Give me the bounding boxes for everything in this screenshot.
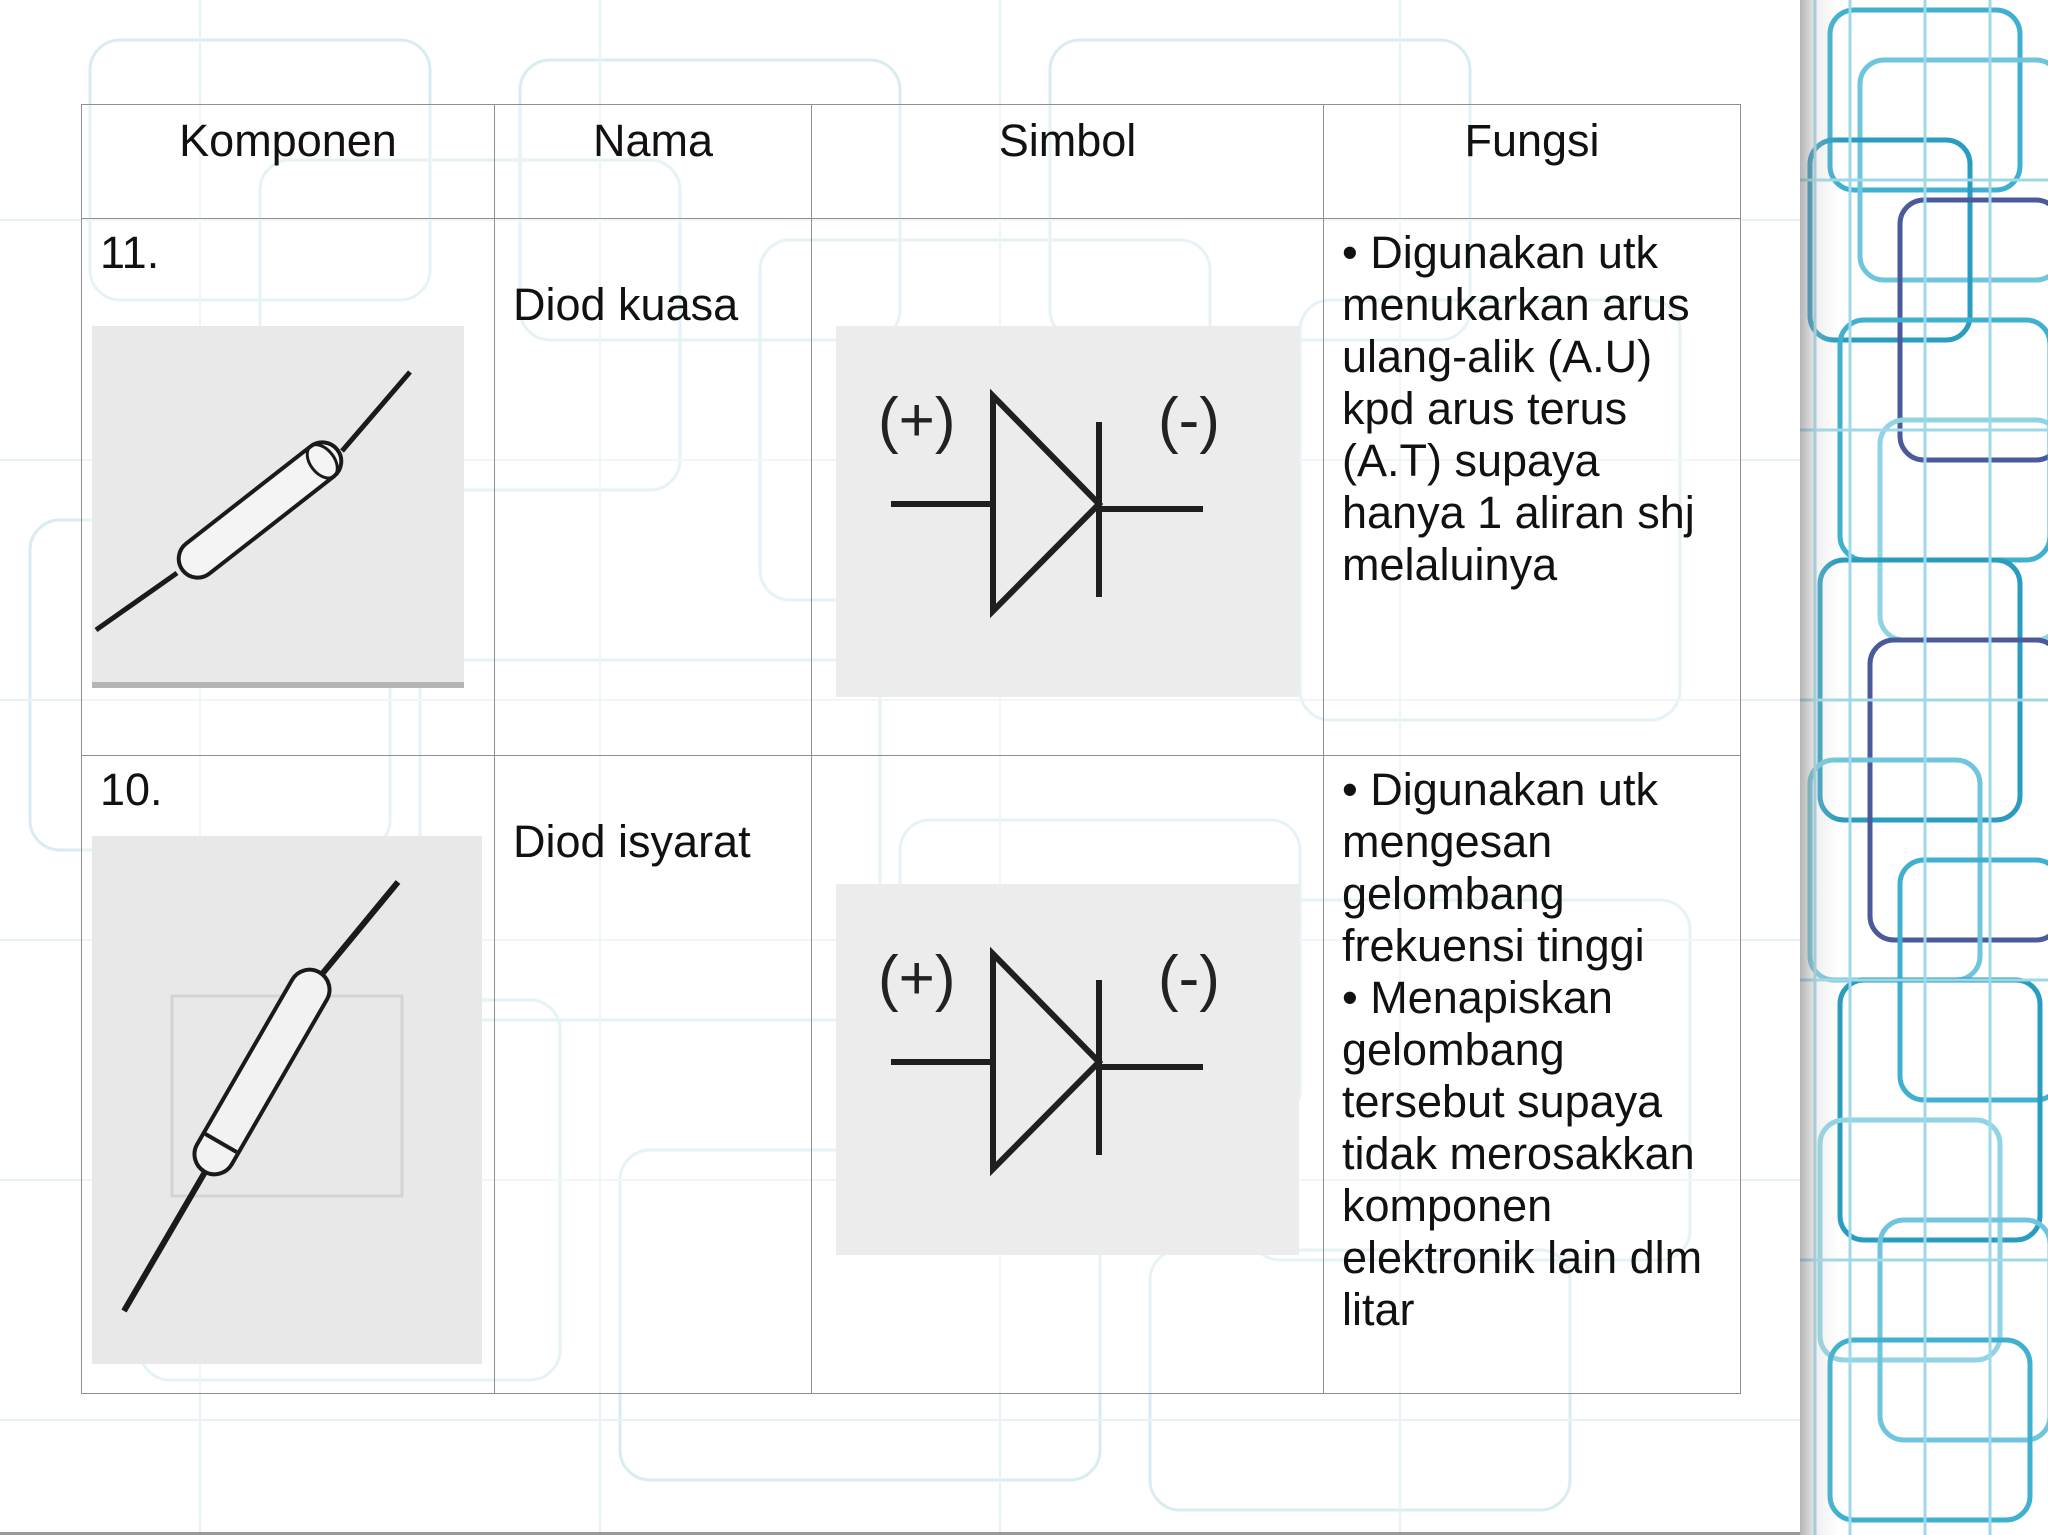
function-item: • Digunakan utk mengesan gelombang frekuensi tinggi xyxy=(1342,764,1658,971)
signal-diode-photo xyxy=(92,836,482,1364)
diode-symbol-icon xyxy=(836,326,1299,697)
header-row xyxy=(82,105,1741,219)
component-name: Diod kuasa xyxy=(513,279,739,330)
function-cell xyxy=(1324,219,1741,756)
component-number: 10. xyxy=(100,764,163,815)
symbol-cell xyxy=(812,219,1324,756)
name-cell xyxy=(495,756,812,1394)
component-name: Diod isyarat xyxy=(513,816,751,867)
component-table xyxy=(81,104,1741,1394)
function-item: • Menapiskan gelombang tersebut supaya tidak merosakkan komponen elektronik lain dlm litar xyxy=(1342,972,1703,1335)
table-row xyxy=(82,219,1741,756)
negative-label: (-) xyxy=(1158,944,1220,1013)
negative-label: (-) xyxy=(1158,386,1220,455)
header-fungsi: Fungsi xyxy=(1324,105,1741,219)
function-cell xyxy=(1324,756,1741,1394)
name-cell xyxy=(495,219,812,756)
power-diode-photo xyxy=(92,326,464,688)
diode-symbol-icon xyxy=(836,884,1299,1255)
table-row xyxy=(82,756,1741,1394)
component-number: 11. xyxy=(100,227,160,278)
header-simbol: Simbol xyxy=(812,105,1324,219)
positive-label: (+) xyxy=(878,386,956,455)
positive-label: (+) xyxy=(878,944,956,1013)
function-text xyxy=(1342,227,1722,591)
symbol-cell xyxy=(812,756,1324,1394)
component-cell xyxy=(82,756,495,1394)
function-item: • Digunakan utk menukarkan arus ulang-alik (A.U) kpd arus terus (A.T) supaya hanya 1 aliran shj melaluinya xyxy=(1342,227,1695,590)
component-cell xyxy=(82,219,495,756)
header-nama: Nama xyxy=(495,105,812,219)
page-edge-shadow xyxy=(1800,0,2048,1535)
header-komponen: Komponen xyxy=(82,105,495,219)
function-text xyxy=(1342,764,1722,1336)
